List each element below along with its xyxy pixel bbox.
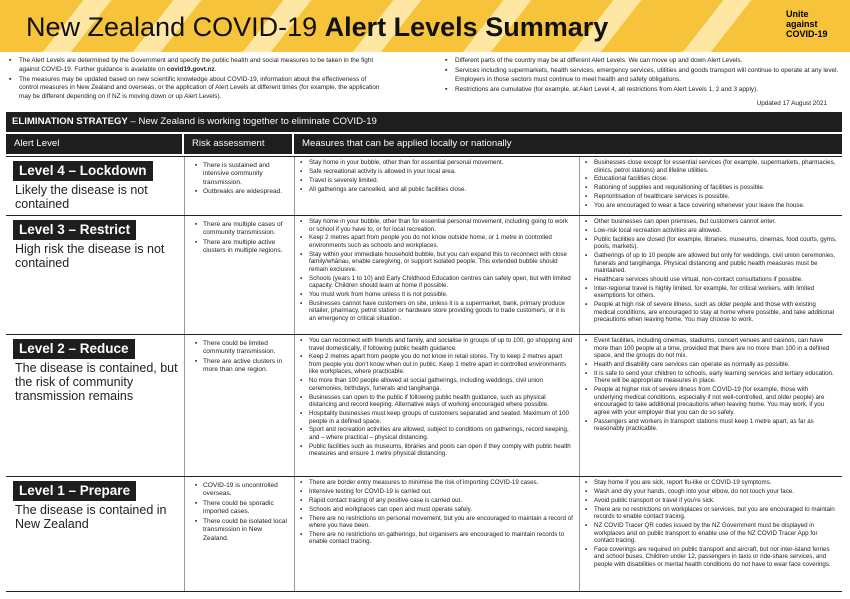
logo-line: COVID-19 [786, 29, 828, 39]
col-header-alert: Alert Level [6, 134, 182, 154]
intro-left [8, 57, 380, 103]
table-bottom-rule [6, 591, 842, 592]
measure-item: ▪ Event facilities, including cinemas, stadiums, concert venues and casinos, can have more than 100 people at a time, provided that there are no more than 100 in a defined space, and the groups do not mix. [585, 337, 838, 360]
measure-item: ▪ Reprioritisation of healthcare services is possible. [585, 193, 838, 201]
measure-item: ▪ Wash and dry your hands, cough into your elbow, do not touch your face. [585, 488, 838, 496]
measure-item: ▪ You are encouraged to wear a face covering whenever your leave the house. [585, 202, 838, 210]
intro-right [444, 57, 839, 96]
measure-item: ▪ Stay home in your bubble, other than for essential personal movement. [300, 159, 573, 167]
measures-cell-left [294, 157, 577, 215]
risk-item: ▪ There are multiple cases of community transmission. [195, 221, 289, 238]
risk-item: ▪ COVID-19 is uncontrolled overseas. [195, 482, 289, 499]
measure-item: ▪ There are no restrictions on gatherings, but organisers are encouraged to maintain records to enable contact tracing. [300, 531, 573, 546]
measure-item: ▪ People at higher risk of severe illness from COVID-19 (for example, those with underlying medical conditions, especially if not well-controlled, and older people) are encouraged to take additional precautions when leaving home. You may work, if you agree with your employer that you can do so safely. [585, 386, 838, 416]
measure-item: ▪ Businesses can open to the public if following public health guidance, such as physical distancing and record keeping. Alternative ways of working encouraged where possible. [300, 394, 573, 409]
measure-item: ▪ Public facilities such as museums, libraries and pools can open if they comply with public health measures and ensure 1 metre physical distancing. [300, 443, 573, 458]
level-badge: Level 2 – Reduce [13, 339, 135, 359]
measure-item: ▪ Schools and workplaces can open and must operate safely. [300, 506, 573, 514]
risk-item: ▪ There could be isolated local transmission in New Zealand. [195, 518, 289, 543]
level-row [6, 476, 842, 591]
measure-item: ▪ There are no restrictions on personal movement, but you are encouraged to maintain a record of where you have been. [300, 515, 573, 530]
measures-list [580, 477, 842, 568]
measures-cell-right [579, 477, 842, 591]
measure-item: ▪ There are border entry measures to minimise the risk of importing COVID-19 cases. [300, 479, 573, 487]
measures-cell-left [294, 335, 577, 476]
measure-item: ▪ Businesses close except for essential services (for example, supermarkets, pharmacies, clinics, petrol stations) and lifeline utilities. [585, 159, 838, 174]
measure-item: ▪ You must work from home unless it is not possible. [300, 291, 573, 299]
header-banner [0, 0, 850, 52]
banner-stripe [661, 0, 767, 52]
risk-cell [184, 335, 292, 476]
risk-list [185, 157, 292, 197]
measure-item: ▪ People at high risk of severe illness, such as older people and those with existing medical conditions, are encouraged to stay at home where possible, and take additional precautions when leaving home. You may choose to work. [585, 301, 838, 324]
measure-item: ▪ Low-risk local recreation activities are allowed. [585, 227, 838, 235]
level-description: High risk the disease is not contained [15, 242, 165, 270]
measure-item: ▪ Intensive testing for COVID-19 is carried out. [300, 488, 573, 496]
level-row [6, 334, 842, 476]
risk-item: ▪ There is sustained and intensive community transmission. [195, 162, 289, 187]
measure-item: ▪ NZ COVID Tracer QR codes issued by the NZ Government must be displayed in workplaces and on public transport to enable use of the NZ COVID Tracer App for contact tracing. [585, 522, 838, 545]
measure-item: ▪ Gatherings of up to 10 people are allowed but only for weddings, civil union ceremonies, funerals and tangihanga. Physical distancing and public health measures must be maintained. [585, 252, 838, 275]
measures-list [580, 216, 842, 324]
measure-item: ▪ Passengers and workers in transport stations must keep 1 metre apart, as far as reasonably practicable. [585, 418, 838, 433]
measures-list [580, 157, 842, 210]
level-description: The disease is contained in New Zealand [15, 503, 167, 531]
measure-item: ▪ Public facilities are closed (for example, libraries, museums, cinemas, food courts, gyms, pools, markets). [585, 236, 838, 251]
logo-line: against [786, 19, 818, 29]
measure-item: ▪ Keep 2 metres apart from people you do not know in retail stores. Try to keep 2 metres apart from people you don't know when out in public. Keep 1 metre apart in controlled environments like workplaces, where practicable. [300, 353, 573, 376]
measure-item: ▪ Travel is severely limited. [300, 177, 573, 185]
measure-item: ▪ Inter-regional travel is highly limited, for example, for critical workers, with limited exemptions for others. [585, 285, 838, 300]
level-badge: Level 4 – Lockdown [13, 161, 153, 181]
strategy-bar [6, 112, 842, 132]
title-bold: Alert Levels Summary [324, 12, 609, 42]
unite-logo [786, 9, 832, 39]
measure-item: ▪ Hospitality businesses must keep groups of customers separated and seated. Maximum of 100 people in a defined space. [300, 410, 573, 425]
measure-item: ▪ Stay within your immediate household bubble, but you can expand this to reconnect with close family/whānau, enable caregiving, or support isolated people. This extended bubble should remain exclusive. [300, 251, 573, 274]
measure-item: ▪ There are no restrictions on workplaces or services, but you are encouraged to maintain records to enable contact tracing. [585, 506, 838, 521]
measures-list [580, 335, 842, 433]
risk-cell [184, 477, 292, 591]
measure-item: ▪ Health and disability care services can operate as normally as possible. [585, 361, 838, 369]
measure-item: ▪ Sport and recreation activities are allowed, subject to conditions on gatherings, record keeping, and – where practical – physical distancing. [300, 426, 573, 441]
level-badge: Level 1 – Prepare [13, 481, 136, 501]
level-badge: Level 3 – Restrict [13, 220, 136, 240]
col-header-measures: Measures that can be applied locally or nationally [294, 134, 842, 154]
risk-list [185, 335, 292, 375]
risk-item: ▪ There could be sporadic imported cases. [195, 500, 289, 517]
measure-item: ▪ Stay home in your bubble, other than for essential personal movement, including going to work or school if you have to, or for local recreation. [300, 218, 573, 233]
alert-level-cell [6, 157, 182, 215]
alert-level-cell [6, 216, 182, 334]
measures-list [295, 477, 577, 546]
risk-cell [184, 157, 292, 215]
intro-item: ▪ Restrictions are cumulative (for example, at Alert Level 4, all restrictions from Alert Levels 1, 2 and 3 apply). [444, 86, 839, 95]
covid19-site[interactable]: covid19.govt.nz [166, 65, 215, 73]
alert-level-cell [6, 477, 182, 591]
measures-cell-right [579, 216, 842, 334]
measure-item: ▪ Keep 2 metres apart from people you do not know outside home, or 1 metre in controlled environments such as schools and workplaces. [300, 234, 573, 249]
measure-item: ▪ Rationing of supplies and requisitioning of facilities is possible. [585, 184, 838, 192]
updated-date: Updated 17 August 2021 [756, 100, 827, 107]
risk-list [185, 216, 292, 256]
level-description: Likely the disease is not contained [15, 183, 148, 211]
risk-item: ▪ There are active clusters in more than one region. [195, 358, 289, 375]
measure-item: ▪ No more than 100 people allowed at social gatherings, including weddings, civil union ceremonies, birthdays, funerals and tangihanga. [300, 377, 573, 392]
measure-item: ▪ Stay home if you are sick, report flu-like or COVID-19 symptoms. [585, 479, 838, 487]
measures-list [295, 335, 577, 458]
measure-item: ▪ Educational facilities close. [585, 175, 838, 183]
measures-list [295, 216, 577, 322]
measure-item: ▪ Rapid contact tracing of any positive case is carried out. [300, 497, 573, 505]
measures-list [295, 157, 577, 193]
intro-item: ▪ Services including supermarkets, health services, emergency services, utilities and goods transport will continue to operate at any level. Employers in those sectors must continue to meet health and safety obligations. [444, 67, 839, 84]
level-row [6, 156, 842, 215]
measure-item: ▪ Avoid public transport or travel if you're sick. [585, 497, 838, 505]
measure-item: ▪ Other businesses can open premises, but customers cannot enter. [585, 218, 838, 226]
measure-item: ▪ Healthcare services should use virtual, non-contact consultations if possible. [585, 276, 838, 284]
risk-cell [184, 216, 292, 334]
intro-item: ▪ The Alert Levels are determined by the Government and specify the public health and social measures to be taken in the fight against COVID-19. Further guidance is available on covid19.govt.nz. [8, 57, 380, 74]
level-description: The disease is contained, but the risk of community transmission remains [15, 361, 178, 403]
strategy-text: – New Zealand is working together to eliminate COVID-19 [127, 116, 377, 127]
logo-line: Unite [786, 9, 809, 19]
title-light: New Zealand COVID-19 [26, 12, 325, 42]
intro-item: ▪ Different parts of the country may be at different Alert Levels. We can move up and down Alert Levels. [444, 57, 839, 66]
level-row [6, 215, 842, 334]
measure-item: ▪ Face coverings are required on public transport and aircraft, but not inter-island ferries and school buses. Children under 12, passengers in taxis or ride-share services, and people with disabilities or mental health conditions do not have to wear face coverings. [585, 546, 838, 569]
measure-item: ▪ Businesses cannot have customers on site, unless it is a supermarket, bank, primary produce retailer, pharmacy, petrol station or hardware store providing goods to trade customers, or it is an emergency or critical situation. [300, 300, 573, 323]
measures-cell-left [294, 216, 577, 334]
risk-item: ▪ There could be limited community transmission. [195, 340, 289, 357]
measures-cell-right [579, 157, 842, 215]
measure-item: ▪ Safe recreational activity is allowed in your local area. [300, 168, 573, 176]
measure-item: ▪ Schools (years 1 to 10) and Early Childhood Education centres can safely open, but with limited capacity. Children should learn at home if possible. [300, 275, 573, 290]
intro-item: ▪ The measures may be updated based on new scientific knowledge about COVID-19, information about the effectiveness of control measures in New Zealand and overseas, or the application of Alert Levels at different times (for example, the application may be different depending on if NZ is moving down or up Alert Levels). [8, 76, 380, 102]
strategy-title: ELIMINATION STRATEGY [12, 116, 128, 127]
measure-item: ▪ It is safe to send your children to schools, early learning services and tertiary education. There will be appropriate measures in place. [585, 370, 838, 385]
risk-item: ▪ There are multiple active clusters in multiple regions. [195, 239, 289, 256]
page-title [26, 12, 608, 43]
alert-level-cell [6, 335, 182, 476]
col-header-risk: Risk assessment [184, 134, 292, 154]
risk-item: ▪ Outbreaks are widespread. [195, 188, 289, 196]
measure-item: ▪ You can reconnect with friends and family, and socialise in groups of up to 100, go shopping and travel domestically, if following public health guidance. [300, 337, 573, 352]
measure-item: ▪ All gatherings are cancelled, and all public facilities close. [300, 186, 573, 194]
measures-cell-right [579, 335, 842, 476]
risk-list [185, 477, 292, 543]
measures-cell-left [294, 477, 577, 591]
